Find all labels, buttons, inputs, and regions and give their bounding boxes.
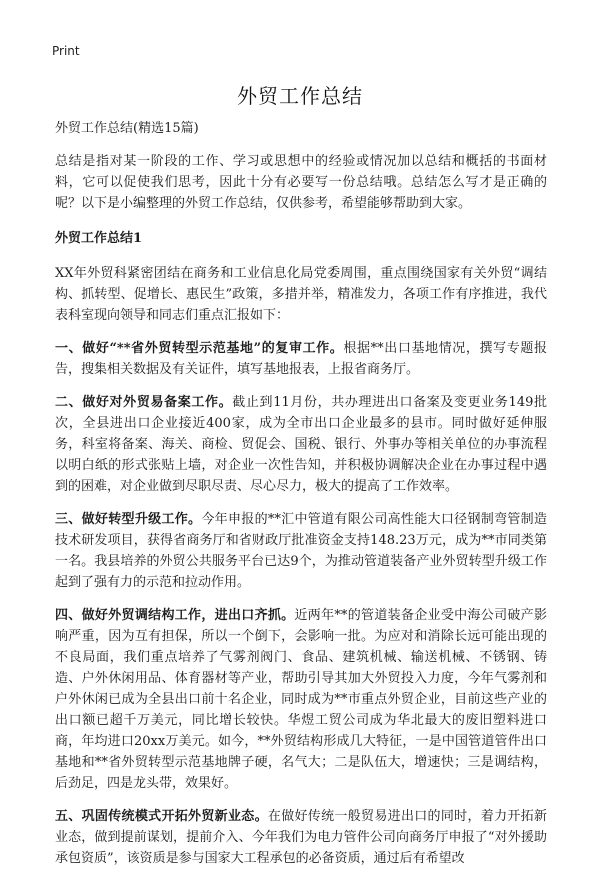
opening-paragraph: XX年外贸科紧密团结在商务和工业信息化局党委周围，重点围绕国家有关外贸“调结构、抓转型、促增长、惠民生”政策，多措并举，精准发力，各项工作有序推进，我代表科室现向领导和同志们重点汇报如下： — [55, 266, 547, 323]
intro-paragraph: 总结是指对某一阶段的工作、学习或思想中的经验或情况加以总结和概括的书面材料，它可以促使我们思考，因此十分有必要写一份总结哦。总结怎么写才是正确的呢？以下是小编整理的外贸工作总结，仅供参考，希望能够帮助到大家。 — [55, 154, 547, 211]
report-item-body: 近两年**的管道装备企业受中海公司破产影响严重，因为互有担保，所以一个倒下，会影响一批。为应对和消除长远可能出现的不良局面，我们重点培养了气雾剂阀门、食品、建筑机械、输送机械、不锈钢、铸造、户外休闲用品、体育器材等产业，帮助引导其加大外贸投入力度，今年气雾剂和户外休闲已成为全县出口前十名企业，同时成为**市重点外贸企业，目前这些产业的出口额已超千万美元，同比增长较快。华煜工贸公司成为华北最大的废旧塑料进口商，年均进口20xx万美元。如今，**外贸结构形成几大特征，一是中国管道管件出口基地和**省外贸转型示范基地牌子硬，名气大；二是队伍大，增速快；三是调结构，后劲足，四是龙头带，效果好。 — [55, 608, 547, 791]
report-item-body: 在做好传统一般贸易进出口的同时，着力开拓新业态，做到提前谋划，提前介入、今年我们为电力管件公司向商务厅申报了“对外援助承包资质”，该资质是参与国家大工程承包的必备资质，通过后有希望改 — [55, 809, 547, 866]
report-item — [55, 605, 547, 794]
report-item — [55, 509, 547, 593]
report-item — [55, 338, 547, 380]
report-item-lead: 五、巩固传统模式开拓外贸新业态。 — [55, 809, 268, 824]
report-item — [55, 392, 547, 497]
document-subtitle: 外贸工作总结(精选15篇) — [55, 121, 199, 136]
report-item-body: 截止到11月份，共办理进出口备案及变更业务149批次，全县进出口企业接近400家，成为全市出口企业最多的县市。同时做好延伸服务，科室将备案、海关、商检、贸促会、国税、银行、外事办等相关单位的办事流程以明白纸的形式张贴上墙，对企业一次性告知，并积极协调解决企业在办事过程中遇到的困难，对企业做到尽职尽责、尽心尽力，极大的提高了工作效率。 — [55, 395, 547, 494]
report-item-body: 今年申报的**汇中管道有限公司高性能大口径钢制弯管制造技术研发项目，获得省商务厅和省财政厅批准资金支持148.23万元，成为**市同类第一名。我县培养的外贸公共服务平台已达9个，为推动管道装备产业外贸转型升级工作起到了强有力的示范和拉动作用。 — [55, 512, 547, 590]
report-item-lead: 四、做好外贸调结构工作，进出口齐抓。 — [55, 608, 295, 623]
report-item — [55, 806, 547, 869]
report-item-lead: 三、做好转型升级工作。 — [55, 512, 202, 527]
report-item-body: 根据**出口基地情况，撰写专题报告，搜集相关数据及有关证件，填写基地报表，上报省商务厅。 — [55, 341, 547, 377]
report-item-lead: 二、做好对外贸易备案工作。 — [55, 395, 233, 410]
report-item-lead: 一、做好“**省外贸转型示范基地”的复审工作。 — [55, 341, 344, 356]
document-body — [55, 118, 547, 881]
document-title: 外贸工作总结 — [237, 84, 363, 108]
section-heading: 外贸工作总结1 — [55, 231, 143, 246]
print-label: Print — [52, 44, 80, 58]
